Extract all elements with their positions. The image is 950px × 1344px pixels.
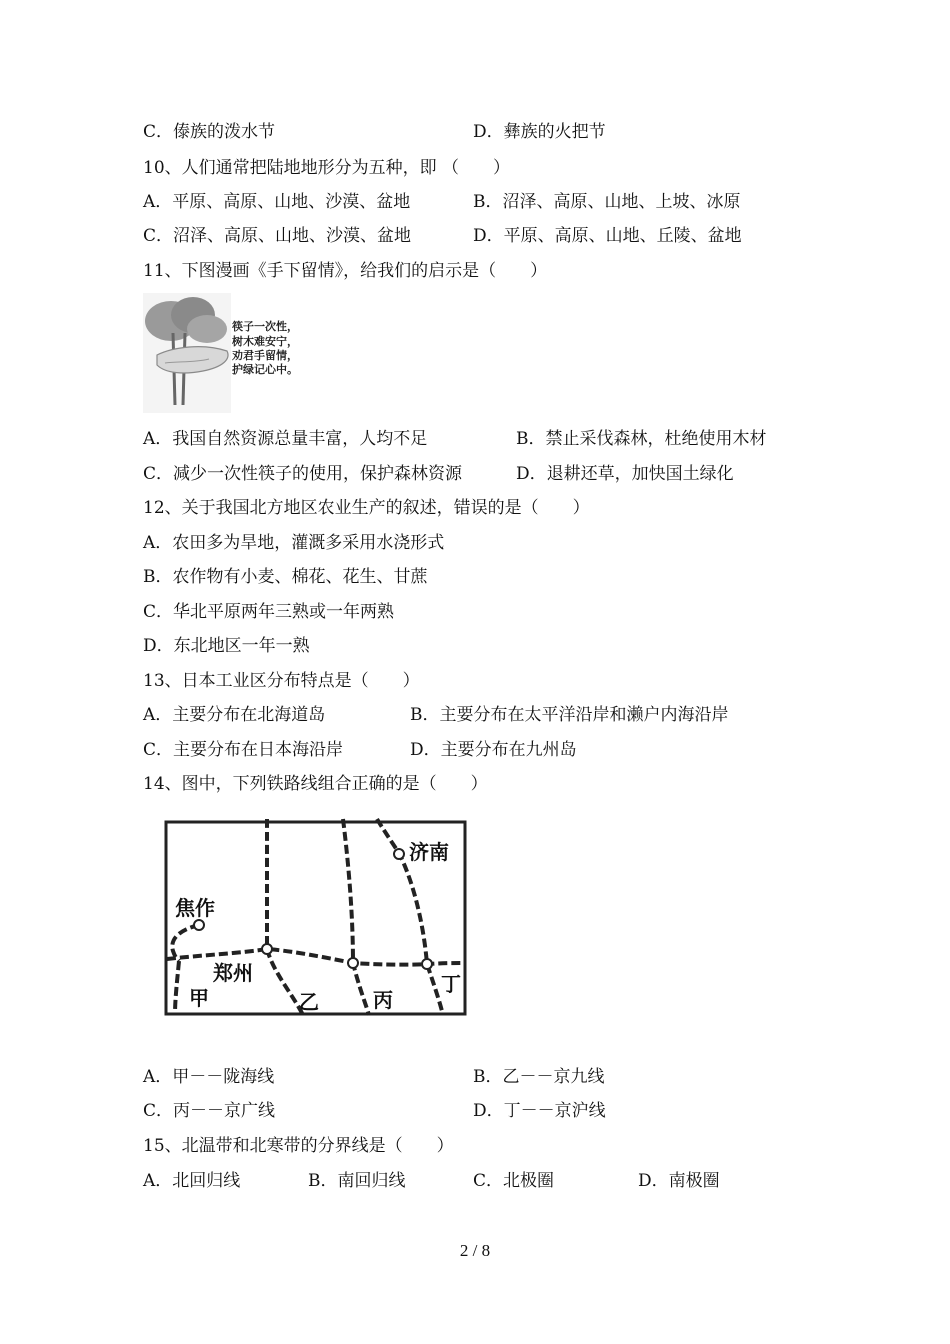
q12-option-d: D．东北地区一年一熟 [143, 636, 310, 656]
map-label-yi: 乙 [299, 990, 319, 1014]
cartoon-caption-line-1: 筷子一次性， [232, 320, 298, 333]
q11-stem: 11、下图漫画《手下留情》，给我们的启示是（ ） [143, 261, 548, 281]
junction-ding-marker [422, 959, 432, 969]
q12-option-b: B．农作物有小麦、棉花、花生、甘蔗 [143, 567, 428, 587]
q15-option-a: A．北回归线 [143, 1171, 241, 1191]
map-label-jinan: 济南 [409, 840, 449, 864]
q11-option-c: C．减少一次性筷子的使用，保护森林资源 [143, 464, 463, 484]
jinan-station-marker [394, 849, 404, 859]
cartoon-caption-line-3: 劝君手留情， [232, 349, 298, 362]
q15-stem: 15、北温带和北寒带的分界线是（ ） [143, 1136, 454, 1156]
q9-option-d: D．彝族的火把节 [473, 122, 606, 142]
q13-option-b: B．主要分布在太平洋沿岸和濑户内海沿岸 [410, 705, 729, 725]
railway-map [163, 817, 468, 1017]
q13-stem: 13、日本工业区分布特点是（ ） [143, 671, 420, 691]
zhengzhou-station-marker [262, 944, 272, 954]
q10-option-b: B．沼泽、高原、山地、上坡、冰原 [473, 192, 741, 212]
q14-option-a: A．甲－－陇海线 [143, 1067, 275, 1087]
q10-option-d: D．平原、高原、山地、丘陵、盆地 [473, 226, 742, 246]
q11-option-d: D．退耕还草，加快国土绿化 [516, 464, 734, 484]
page-number: 2 / 8 [459, 1241, 491, 1260]
q15-option-b: B．南回归线 [308, 1171, 406, 1191]
q10-stem: 10、人们通常把陆地地形分为五种，即 （ ） [143, 158, 511, 178]
cartoon-caption-line-4: 护绿记心中。 [232, 363, 298, 376]
cartoon-caption-line-2: 树木难安宁， [232, 335, 298, 348]
map-label-zhengzhou: 郑州 [213, 961, 253, 985]
q10-option-c: C．沼泽、高原、山地、沙漠、盆地 [143, 226, 412, 246]
q14-option-d: D．丁－－京沪线 [473, 1101, 606, 1121]
q11-option-b: B．禁止采伐森林，杜绝使用木材 [516, 429, 767, 449]
q14-option-c: C．丙－－京广线 [143, 1101, 276, 1121]
q10-option-a: A．平原、高原、山地、沙漠、盆地 [143, 192, 411, 212]
q12-option-a: A．农田多为旱地，灌溉多采用水浇形式 [143, 533, 445, 553]
q13-option-a: A．主要分布在北海道岛 [143, 705, 326, 725]
q13-option-d: D．主要分布在九州岛 [410, 740, 577, 760]
map-label-jia: 甲 [189, 986, 209, 1010]
q9-option-c: C．傣族的泼水节 [143, 122, 276, 142]
q15-option-d: D．南极圈 [638, 1171, 720, 1191]
chopsticks-cartoon-image [143, 293, 308, 413]
q12-option-c: C．华北平原两年三熟或一年两熟 [143, 602, 395, 622]
jiaozuo-station-marker [194, 920, 204, 930]
q14-option-b: B．乙－－京九线 [473, 1067, 605, 1087]
map-label-ding: 丁 [441, 972, 461, 996]
q12-stem: 12、关于我国北方地区农业生产的叙述，错误的是（ ） [143, 498, 590, 518]
junction-bing-marker [348, 958, 358, 968]
q11-option-a: A．我国自然资源总量丰富，人均不足 [143, 429, 428, 449]
q13-option-c: C．主要分布在日本海沿岸 [143, 740, 344, 760]
map-label-bing: 丙 [373, 988, 393, 1012]
q14-stem: 14、图中，下列铁路线组合正确的是（ ） [143, 774, 488, 794]
map-label-jiaozuo: 焦作 [175, 896, 215, 920]
q15-option-c: C．北极圈 [473, 1171, 555, 1191]
